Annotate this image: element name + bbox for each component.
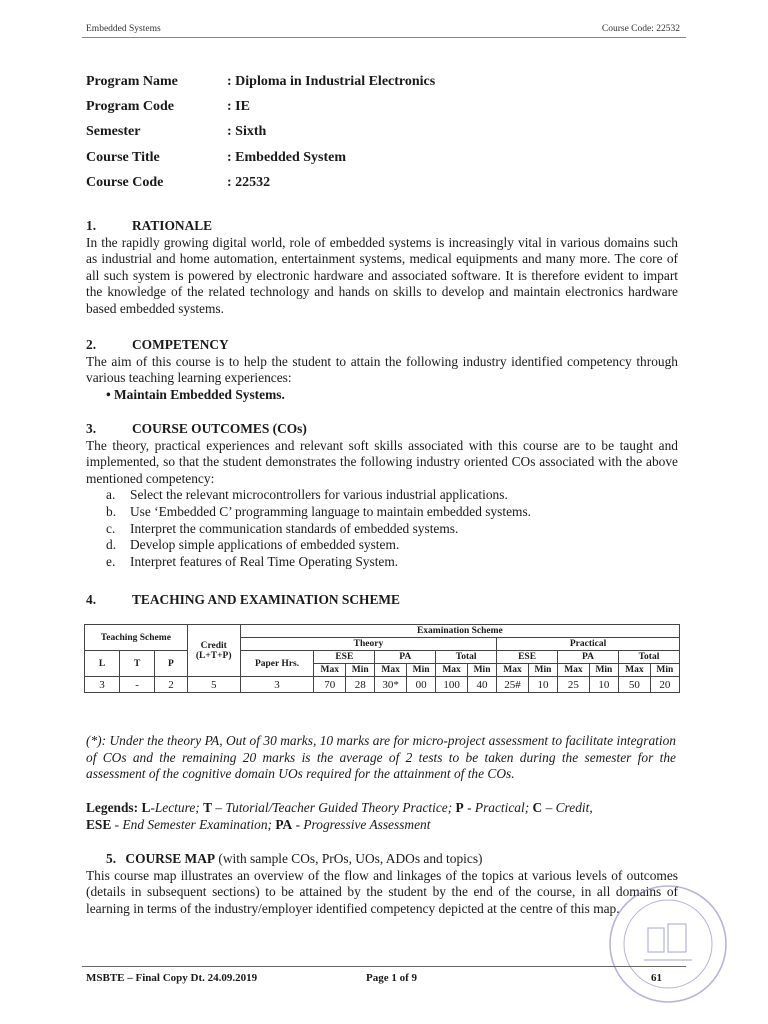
course-map-section: [86, 851, 678, 917]
teaching-scheme-header: Teaching Scheme: [85, 625, 188, 651]
section-title: COURSE MAP: [125, 851, 216, 866]
table-cell: 00: [407, 677, 436, 693]
page-header: [0, 0, 768, 40]
info-row: [86, 175, 435, 200]
table-cell: 2: [155, 677, 188, 693]
outcome-letter: e.: [106, 553, 116, 569]
section-title: COMPETENCY: [132, 337, 229, 352]
outcome-item: [86, 537, 678, 554]
outcome-item: [86, 521, 678, 538]
outcomes-section: [86, 421, 678, 570]
outcome-item: [86, 487, 678, 504]
theory-ese-header: ESE: [314, 651, 375, 664]
footer-page-number: 61: [651, 972, 662, 984]
table-cell: 28: [346, 677, 375, 693]
outcome-item: [86, 554, 678, 571]
examination-scheme-header: Examination Scheme: [240, 625, 679, 638]
info-key: Course Title: [86, 149, 160, 165]
institution-seal: [604, 880, 732, 1008]
table-cell: 5: [187, 677, 240, 693]
table-cell: 50: [618, 677, 650, 693]
table-cell: 10: [528, 677, 557, 693]
legend-title: Legends:: [86, 800, 139, 815]
legend-text: – Credit,: [545, 800, 593, 815]
theory-total-header: Total: [436, 651, 497, 664]
info-value: : Sixth: [227, 124, 267, 140]
outcome-letter: d.: [106, 537, 117, 553]
info-value: : Diploma in Industrial Electronics: [227, 74, 436, 89]
section-number: 1.: [86, 218, 97, 233]
info-key: Course Code: [86, 174, 164, 190]
legend-text: - End Semester Examination;: [114, 816, 272, 832]
outcome-letter: a.: [106, 487, 116, 503]
page-number: Page 1 of 9: [366, 972, 418, 984]
legend-text: -Lecture;: [150, 800, 200, 815]
legend-key: PA: [275, 816, 293, 832]
theory-pa-header: PA: [375, 651, 436, 664]
info-key: Program Name: [86, 74, 178, 89]
scheme-heading: [86, 592, 678, 609]
table-cell: 10: [589, 677, 618, 693]
rationale-text: In the rapidly growing digital world, role of embedded systems is increasingly vital in various domains such as industrial and home automation, entertainment systems, medical equipments and many more. The core of all such system is powered by electronic hardware and associated software. It is therefore evident to impart the knowledge of the related technology and hands on skills to develop and maintain electronics hardware based embedded systems.: [86, 234, 678, 316]
min-header: Min: [650, 664, 679, 677]
max-header: Max: [375, 664, 407, 677]
legend-key: P: [455, 800, 464, 815]
info-key: Program Code: [86, 99, 174, 115]
legend-key: ESE: [86, 816, 112, 832]
max-header: Max: [314, 664, 346, 677]
table-cell: -: [120, 677, 155, 693]
legend-key: T: [203, 800, 213, 815]
outcome-text: Interpret features of Real Time Operating System.: [130, 553, 399, 569]
header-left: Embedded Systems: [86, 24, 161, 34]
outcome-letter: c.: [106, 520, 116, 536]
outcome-letter: b.: [106, 503, 117, 519]
competency-section: [86, 337, 678, 403]
table-cell: 3: [85, 677, 120, 693]
table-cell: 25#: [497, 677, 529, 693]
section-title: TEACHING AND EXAMINATION SCHEME: [132, 592, 400, 607]
tutorial-header: T: [120, 651, 155, 677]
paper-hours-header: Paper Hrs.: [240, 651, 314, 677]
info-key: Semester: [86, 124, 141, 140]
course-map-subtitle: (with sample COs, PrOs, UOs, ADOs and topics): [218, 851, 483, 866]
header-divider: [82, 37, 686, 38]
header-right: Course Code: 22532: [601, 24, 680, 34]
table-cell: 20: [650, 677, 679, 693]
practical-pa-header: PA: [558, 651, 619, 664]
section-title: COURSE OUTCOMES (COs): [132, 421, 307, 436]
section-number: 4.: [86, 592, 97, 607]
credit-header: Credit (L+T+P): [187, 625, 240, 677]
outcome-text: Develop simple applications of embedded system.: [130, 537, 400, 553]
max-header: Max: [558, 664, 590, 677]
section-number: 5.: [106, 851, 117, 866]
course-map-heading: [86, 851, 678, 868]
section-number: 3.: [86, 421, 97, 436]
table-cell: 70: [314, 677, 346, 693]
outcome-item: [86, 504, 678, 521]
section-number: 2.: [86, 337, 97, 352]
info-row: [86, 150, 435, 175]
competency-heading: [86, 337, 678, 354]
min-header: Min: [407, 664, 436, 677]
legend-key: C: [532, 800, 543, 815]
info-row: [86, 74, 435, 99]
legend-key: L: [141, 800, 151, 815]
examination-scheme-table: [84, 624, 680, 693]
footer-left: MSBTE – Final Copy Dt. 24.09.2019: [86, 972, 258, 984]
table-cell: 30*: [375, 677, 407, 693]
table-cell: 3: [240, 677, 314, 693]
max-header: Max: [618, 664, 650, 677]
scheme-legend: [86, 800, 676, 833]
min-header: Min: [589, 664, 618, 677]
info-value: : Embedded System: [227, 149, 347, 165]
theory-header: Theory: [240, 638, 496, 651]
max-header: Max: [497, 664, 529, 677]
table-cell: 100: [436, 677, 468, 693]
max-header: Max: [436, 664, 468, 677]
rationale-section: [86, 218, 678, 318]
outcome-text: Use ‘Embedded C’ programming language to maintain embedded systems.: [130, 503, 531, 519]
practical-total-header: Total: [618, 651, 679, 664]
scheme-section: [86, 592, 678, 609]
outcomes-heading: [86, 421, 678, 438]
info-value: : IE: [227, 99, 250, 115]
scheme-note: (*): Under the theory PA, Out of 30 marks, 10 marks are for micro-project assessment to facilitate integration of COs and the remaining 20 marks is the average of 2 tests to be taken during the semester for the assessment of the cognitive domain UOs required for the attainment of the COs.: [86, 733, 676, 782]
info-row: [86, 99, 435, 124]
table-cell: 40: [467, 677, 496, 693]
legend-text: - Progressive Assessment: [295, 816, 431, 832]
min-header: Min: [346, 664, 375, 677]
section-title: RATIONALE: [132, 218, 213, 233]
min-header: Min: [528, 664, 557, 677]
lecture-header: L: [85, 651, 120, 677]
competency-bullet: • Maintain Embedded Systems.: [86, 387, 678, 404]
info-row: [86, 124, 435, 149]
outcome-text: Select the relevant microcontrollers for various industrial applications.: [130, 487, 508, 503]
min-header: Min: [467, 664, 496, 677]
competency-text: The aim of this course is to help the student to attain the following industry identified competency through various teaching learning experiences:: [86, 353, 678, 386]
rationale-heading: [86, 218, 678, 235]
practical-ese-header: ESE: [497, 651, 558, 664]
legend-text: – Tutorial/Teacher Guided Theory Practice;: [215, 800, 453, 815]
legend-text: - Practical;: [467, 800, 530, 815]
info-value: : 22532: [227, 174, 271, 190]
program-info: [86, 74, 435, 200]
course-map-text: This course map illustrates an overview of the flow and linkages of the topics at various levels of outcomes (details in subsequent sections) to be attained by the student by the end of the course, in all domains of learning in terms of the industry/employer identified competency depicted at the centre of this map.: [86, 867, 678, 916]
practical-hours-header: P: [155, 651, 188, 677]
outcome-text: Interpret the communication standards of embedded systems.: [130, 520, 459, 536]
footer-divider: [82, 966, 686, 967]
practical-header: Practical: [497, 638, 680, 651]
outcomes-text: The theory, practical experiences and relevant soft skills associated with this course are to be taught and implemented, so that the student demonstrates the following industry oriented COs associated with the above mentioned competency:: [86, 437, 678, 486]
table-row: [85, 677, 680, 693]
table-cell: 25: [558, 677, 590, 693]
